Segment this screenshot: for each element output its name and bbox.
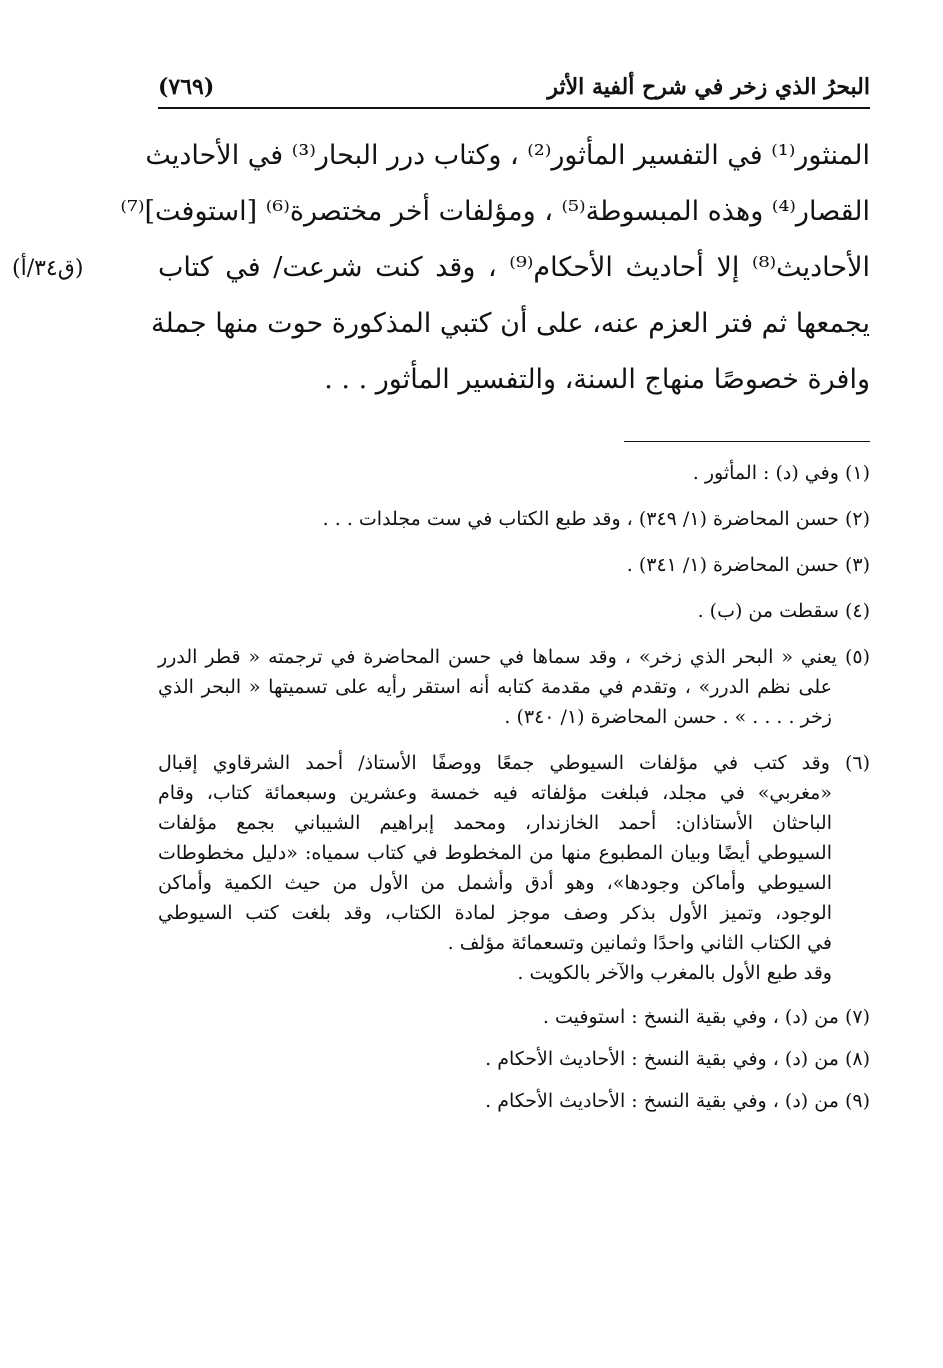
footnote-text: من (د) ، وفي بقية النسخ : الأحاديث الأحكام .	[485, 1090, 839, 1112]
footnote-text: «مغربي» في مجلد، فبلغت مؤلفاته فيه خمسة وعشرين وسبعمائة كتاب، وقام	[158, 782, 832, 804]
running-title: البحرُ الذي زخر في شرح ألفية الأثر	[547, 74, 870, 100]
footnote-number: (٨)	[844, 1048, 870, 1070]
footnote-6	[158, 748, 870, 988]
header-rule	[158, 107, 870, 109]
footnote-text: سقطت من (ب) .	[697, 600, 839, 622]
footnote-text: وقد طبع الأول بالمغرب والآخر بالكويت .	[517, 962, 832, 984]
footnote-8	[158, 1044, 870, 1074]
footnote-number: (٩)	[844, 1090, 870, 1112]
footnote-7	[158, 1002, 870, 1032]
main-text-line: يجمعها ثم فتر العزم عنه، على أن كتبي المذكورة حوت منها جملة	[151, 308, 870, 339]
footnote-text: زخر . . . . » . حسن المحاضرة (١/ ٣٤٠) .	[504, 706, 832, 728]
main-text-line: المنثور⁽¹⁾ في التفسير المأثور⁽²⁾ ، وكتاب درر البحار⁽³⁾ في الأحاديث	[145, 140, 870, 171]
footnote-text: وقد كتب في مؤلفات السيوطي جمعًا ووصفًا الأستاذ/ أحمد الشرقاوي إقبال	[158, 752, 830, 774]
footnote-text: وفي (د) : المأثور .	[692, 462, 839, 484]
footnote-text: حسن المحاضرة (١/ ٣٤١) .	[626, 554, 839, 576]
footnote-number: (٤)	[844, 600, 870, 622]
page-header	[158, 72, 870, 108]
main-text-line: القصار⁽⁴⁾ وهذه المبسوطة⁽⁵⁾ ، ومؤلفات أخر مختصرة⁽⁶⁾ [استوفت]⁽⁷⁾	[120, 196, 870, 227]
page-number: (٧٦٩)	[158, 74, 215, 100]
footnote-text: الباحثان الأستاذان: أحمد الخازندار، ومحمد إبراهيم الشيباني بجمع مؤلفات	[158, 812, 832, 834]
footnote-text: من (د) ، وفي بقية النسخ : استوفيت .	[542, 1006, 839, 1028]
footnotes	[158, 458, 870, 1116]
footnote-text: السيوطي أيضًا وبيان المطبوع منها من المخطوط في كتاب سمياه: «دليل مخطوطات	[158, 842, 832, 864]
footnote-9	[158, 1086, 870, 1116]
footnote-number: (٣)	[844, 554, 870, 576]
footnote-number: (٢)	[844, 508, 870, 530]
footnote-number: (٥)	[844, 646, 870, 668]
main-text-line: الأحاديث⁽⁸⁾ إلا أحاديث الأحكام⁽⁹⁾ ، وقد كنت شرعت/ في كتاب	[158, 252, 870, 283]
footnote-separator	[624, 441, 870, 442]
footnote-text: على نظم الدرر» ، وتقدم في مقدمة كتابه أنه استقر رأيه على تسميتها « البحر الذي	[158, 676, 832, 698]
main-text	[120, 128, 870, 408]
footnote-text: حسن المحاضرة (١/ ٣٤٩) ، وقد طبع الكتاب في ست مجلدات . . .	[322, 508, 839, 530]
footnote-text: يعني « البحر الذي زخر» ، وقد سماها في حسن المحاضرة في ترجمته « قطر الدرر	[158, 646, 837, 668]
footnote-number: (٧)	[844, 1006, 870, 1028]
footnote-1	[158, 458, 870, 488]
footnote-number: (١)	[844, 462, 870, 484]
footnote-text: الوجود، وتميز الأول بذكر وصف موجز لمادة الكتاب، وقد بلغت كتب السيوطي	[158, 902, 832, 924]
footnote-number: (٦)	[844, 752, 870, 774]
footnote-5	[158, 642, 870, 732]
footnote-text: السيوطي وأماكن وجودها»، وهو أدق وأشمل من الأول من حيث الكمية وأماكن	[158, 872, 832, 894]
main-text-line: وافرة خصوصًا منهاج السنة، والتفسير المأثور . . .	[324, 364, 870, 395]
footnote-text: من (د) ، وفي بقية النسخ : الأحاديث الأحكام .	[485, 1048, 839, 1070]
footnote-text: في الكتاب الثاني واحدًا وثمانين وتسعمائة مؤلف .	[447, 932, 832, 954]
manuscript-folio-note: (ق٣٤/أ)	[12, 256, 84, 281]
footnote-3	[158, 550, 870, 580]
footnote-2	[158, 504, 870, 534]
footnote-4	[158, 596, 870, 626]
